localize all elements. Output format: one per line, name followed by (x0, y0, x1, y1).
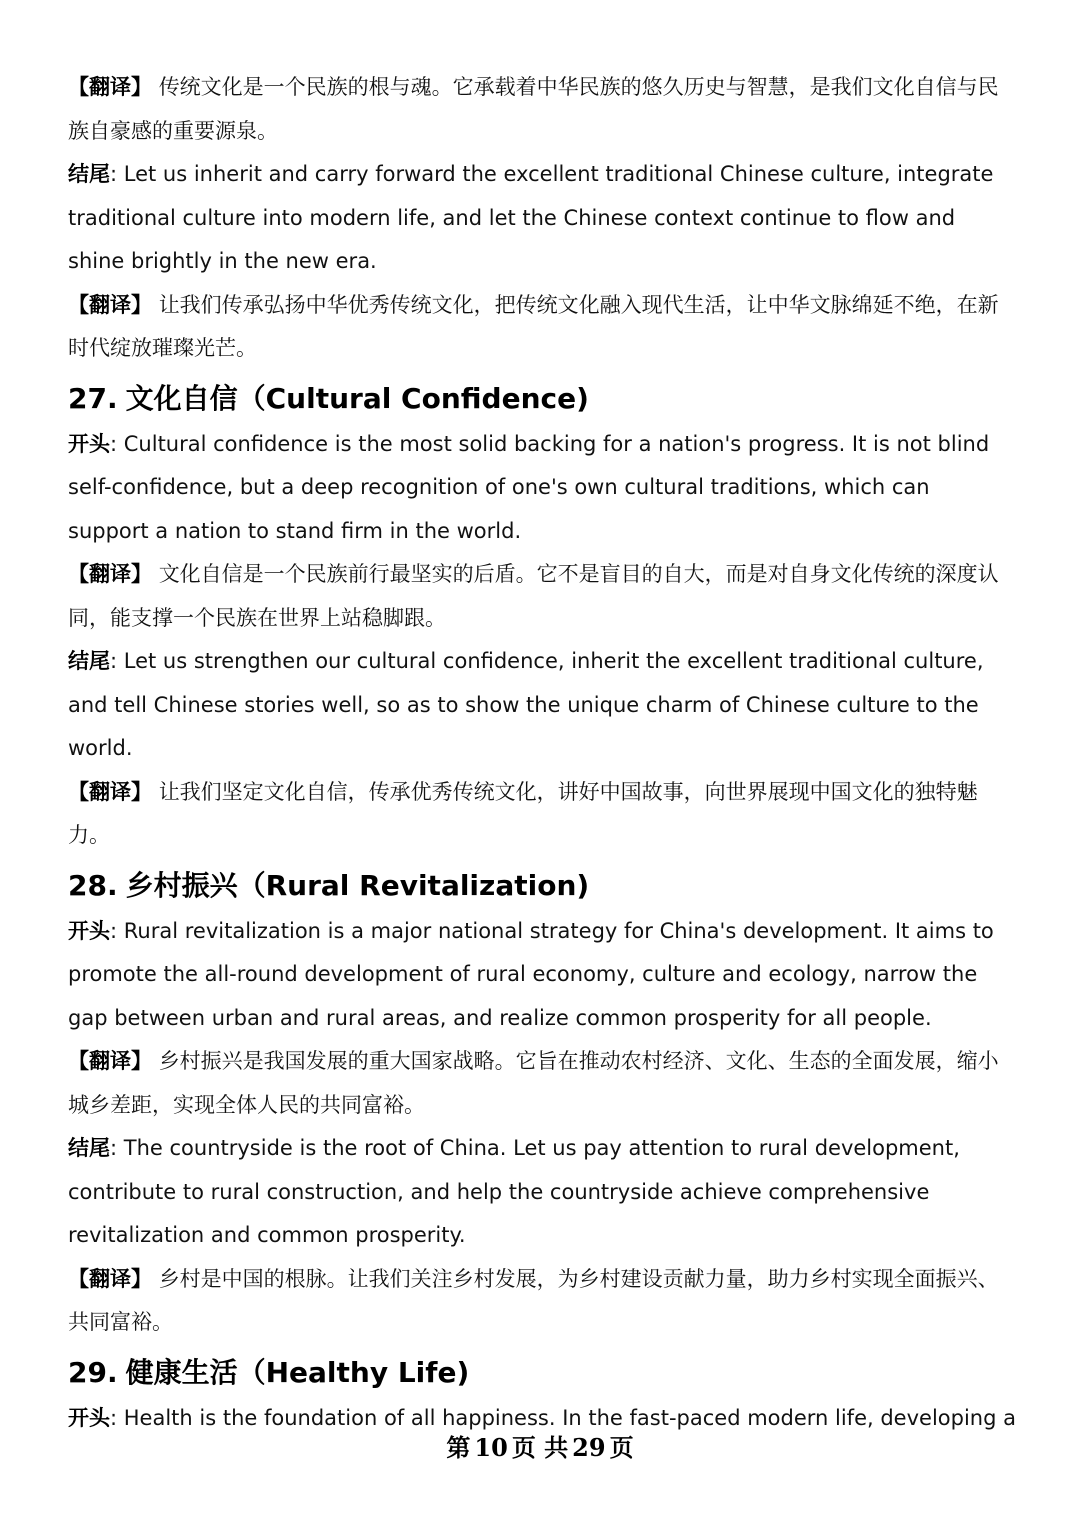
label-separator: : (110, 431, 118, 456)
section-number: 29. (68, 1355, 118, 1389)
opening-label: 开头 (68, 918, 110, 943)
translation-paragraph (68, 1040, 1016, 1127)
section-title: 健康生活（Healthy Life) (125, 1355, 470, 1389)
section-title: 文化自信（Cultural Confidence) (125, 381, 589, 415)
paragraph-text: 让我们传承弘扬中华优秀传统文化，把传统文化融入现代生活，让中华文脉绵延不绝，在新时代绽放璀璨光芒。 (68, 292, 999, 360)
paragraph-text: Let us inherit and carry forward the excellent traditional Chinese culture, integrate traditional culture into modern life, and let the Chinese context continue to flow and shine brightly in the new era. (68, 162, 994, 273)
paragraph-text: Health is the foundation of all happiness. In the fast-paced modern life, developing a (123, 1405, 1016, 1430)
ending-paragraph (68, 1127, 1016, 1258)
opening-paragraph (68, 910, 1016, 1041)
current-page-number: 10 (474, 1433, 508, 1462)
section-heading (68, 379, 1016, 419)
ending-paragraph (68, 640, 1016, 771)
paragraph-text: Let us strengthen our cultural confidence, inherit the excellent traditional culture, and tell Chinese stories well, so as to show the unique charm of Chinese culture to the world. (68, 649, 984, 760)
section-heading (68, 866, 1016, 906)
footer-suffix: 页 (609, 1433, 634, 1462)
section-27 (68, 379, 1016, 858)
label-separator: : (110, 649, 118, 673)
translation-paragraph (68, 66, 1016, 153)
translation-label: 【翻译】 (68, 1049, 152, 1073)
translation-label: 【翻译】 (68, 562, 152, 586)
footer-middle: 页 共 (511, 1433, 569, 1462)
ending-label: 结尾 (68, 1136, 110, 1160)
paragraph-text: Rural revitalization is a major national strategy for China's development. It aims to promote the all-round development of rural economy, culture and ecology, narrow the gap between urban and rural areas, and realize common prosperity for all people. (68, 918, 994, 1030)
paragraph-text: 乡村是中国的根脉。让我们关注乡村发展，为乡村建设贡献力量，助力乡村实现全面振兴、共同富裕。 (68, 1266, 999, 1334)
section-28 (68, 866, 1016, 1345)
opening-label: 开头 (68, 431, 110, 456)
label-separator: : (110, 1136, 118, 1160)
translation-paragraph (68, 284, 1016, 371)
translation-label: 【翻译】 (68, 75, 152, 99)
translation-paragraph (68, 553, 1016, 640)
section-heading (68, 1353, 1016, 1393)
paragraph-text: The countryside is the root of China. Let us pay attention to rural development, contribute to rural construction, and help the countryside achieve comprehensive revitalization and common prosperity. (68, 1136, 960, 1247)
translation-paragraph (68, 771, 1016, 858)
paragraph-text: Cultural confidence is the most solid backing for a nation's progress. It is not blind self-confidence, but a deep recognition of one's own cultural traditions, which can support a nation to stand firm in the world. (68, 431, 990, 543)
translation-label: 【翻译】 (68, 1266, 152, 1291)
page-number-footer (0, 1428, 1080, 1463)
section-26-tail (68, 66, 1016, 371)
document-content (68, 66, 1016, 1440)
ending-label: 结尾 (68, 649, 110, 673)
footer-prefix: 第 (446, 1433, 471, 1462)
section-number: 28. (68, 868, 118, 902)
opening-paragraph (68, 423, 1016, 554)
label-separator: : (110, 162, 118, 186)
total-page-count: 29 (572, 1433, 606, 1462)
paragraph-text: 文化自信是一个民族前行最坚实的后盾。它不是盲目的自大，而是对自身文化传统的深度认同，能支撑一个民族在世界上站稳脚跟。 (68, 562, 999, 630)
translation-paragraph (68, 1258, 1016, 1345)
translation-label: 【翻译】 (68, 779, 152, 804)
label-separator: : (110, 918, 118, 943)
section-29 (68, 1353, 1016, 1441)
section-number: 27. (68, 381, 118, 415)
opening-label: 开头 (68, 1405, 110, 1430)
label-separator: : (110, 1405, 118, 1430)
ending-label: 结尾 (68, 162, 110, 186)
ending-paragraph (68, 153, 1016, 284)
translation-label: 【翻译】 (68, 292, 152, 317)
paragraph-text: 乡村振兴是我国发展的重大国家战略。它旨在推动农村经济、文化、生态的全面发展，缩小城乡差距，实现全体人民的共同富裕。 (68, 1049, 999, 1117)
paragraph-text: 让我们坚定文化自信，传承优秀传统文化，讲好中国故事，向世界展现中国文化的独特魅力。 (68, 779, 978, 847)
paragraph-text: 传统文化是一个民族的根与魂。它承载着中华民族的悠久历史与智慧，是我们文化自信与民族自豪感的重要源泉。 (68, 75, 999, 143)
section-title: 乡村振兴（Rural Revitalization) (125, 868, 590, 902)
